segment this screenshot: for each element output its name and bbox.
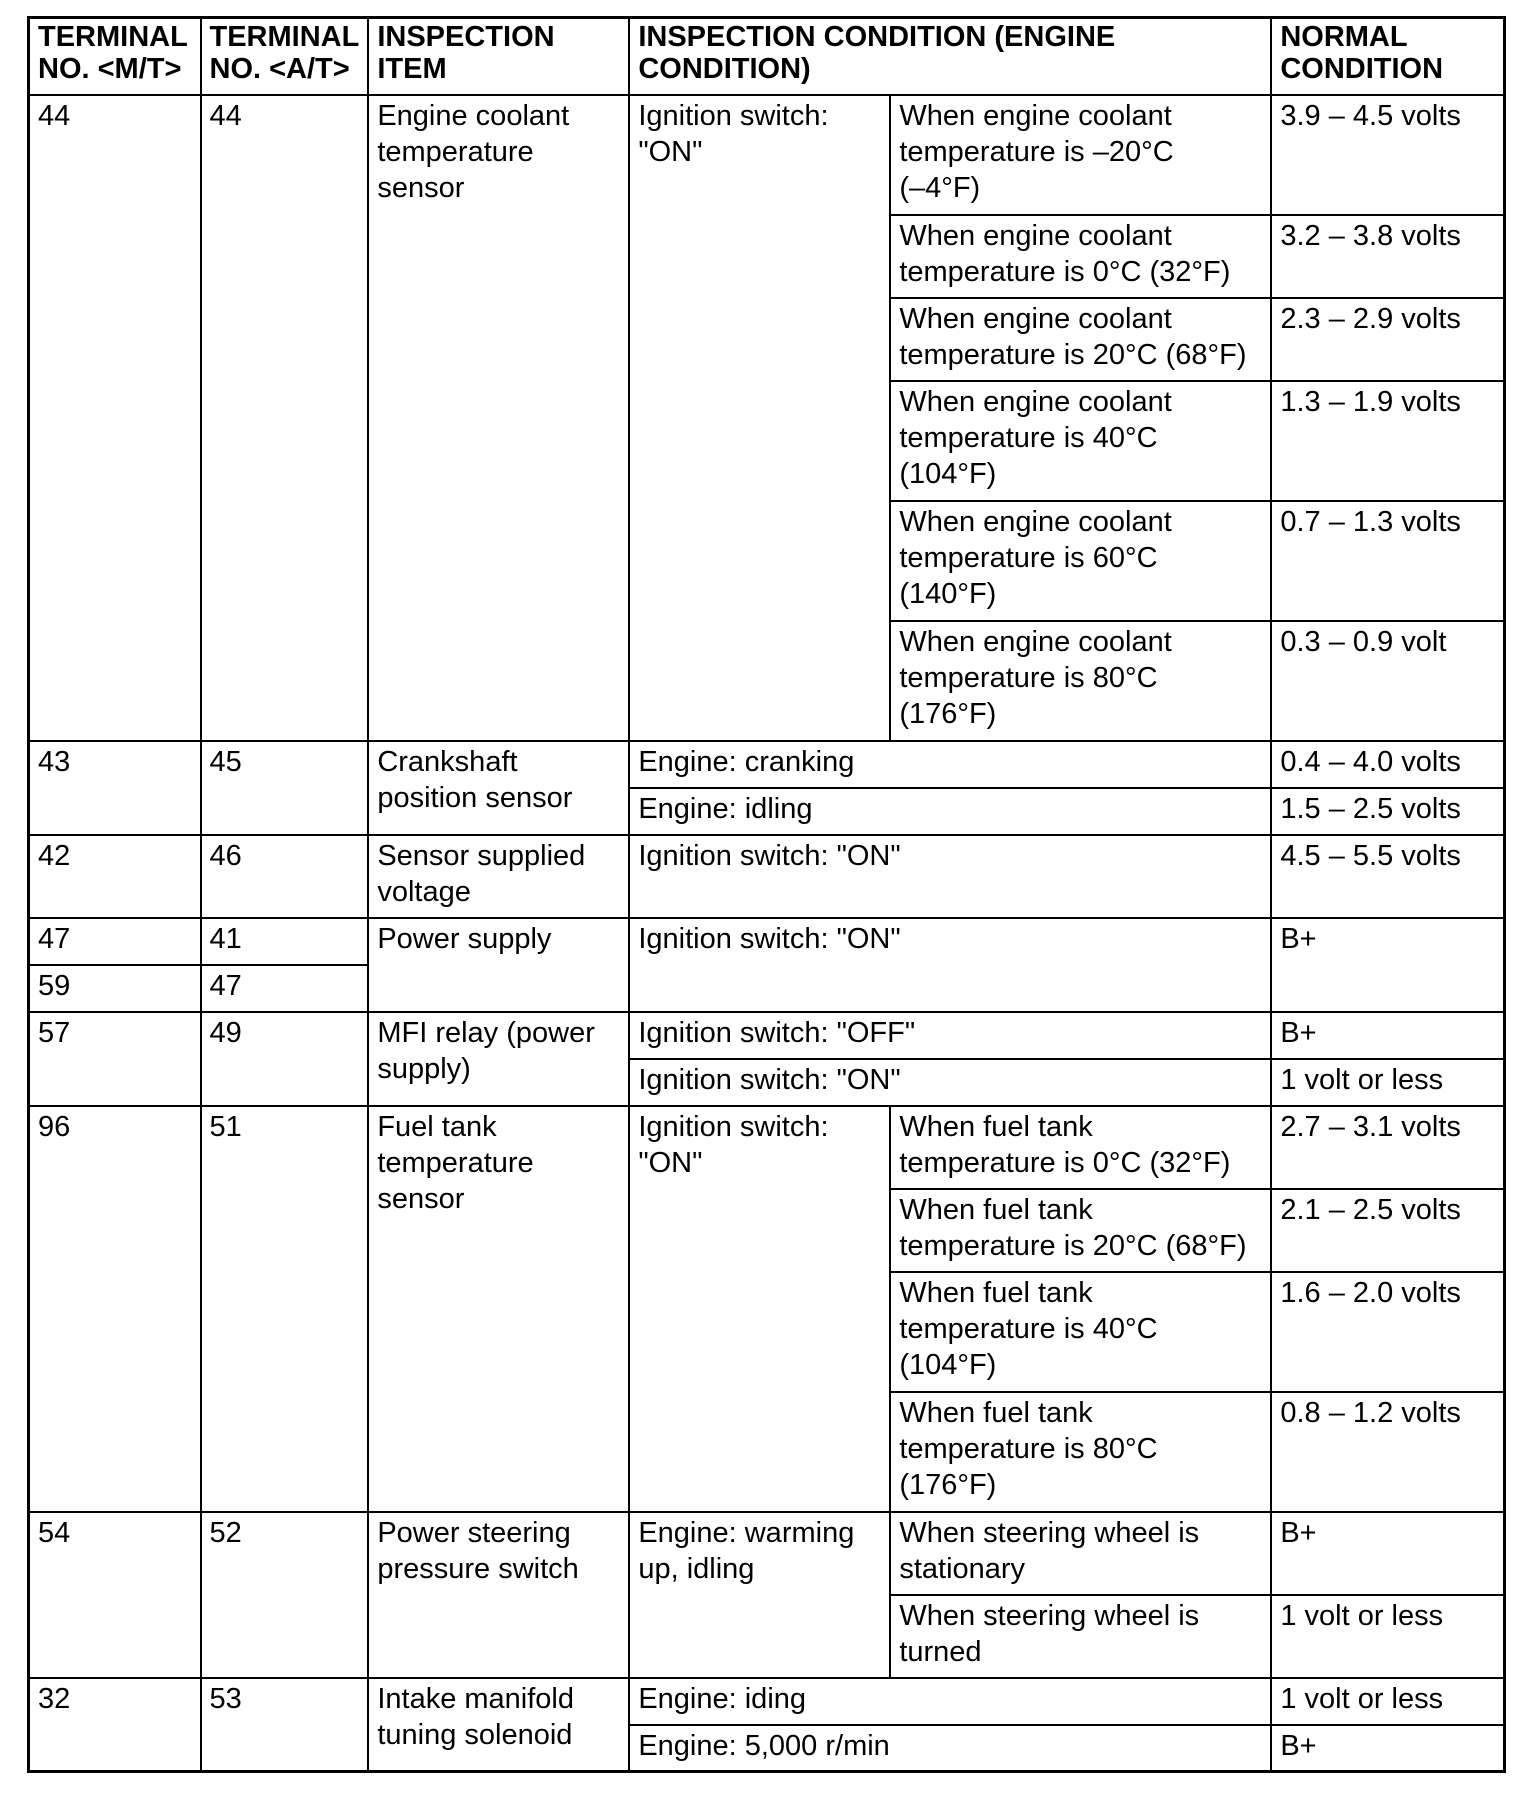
condition-cell: Ignition switch: "ON" xyxy=(629,918,1271,1012)
header-row xyxy=(29,18,1505,95)
condition-cell: Ignition switch: "ON" xyxy=(629,1059,1271,1106)
terminal-at-cell: 49 xyxy=(201,1012,369,1106)
terminal-mt-cell: 42 xyxy=(29,835,201,918)
terminal-at-cell: 51 xyxy=(201,1106,369,1512)
table-row xyxy=(29,1012,1505,1059)
inspection-item-cell: MFI relay (power supply) xyxy=(368,1012,629,1106)
header-terminal-at: TERMINAL NO. <A/T> xyxy=(201,18,369,95)
condition-cell: When engine coolant temperature is 80°C (176°F) xyxy=(890,621,1271,741)
condition-cell: When steering wheel is stationary xyxy=(890,1512,1271,1595)
normal-condition-cell: 3.9 – 4.5 volts xyxy=(1271,95,1504,215)
normal-condition-cell: 1.3 – 1.9 volts xyxy=(1271,381,1504,501)
terminal-at-cell: 46 xyxy=(201,835,369,918)
normal-condition-cell: B+ xyxy=(1271,1725,1504,1772)
normal-condition-cell: B+ xyxy=(1271,1012,1504,1059)
table-row xyxy=(29,835,1505,918)
normal-condition-cell: 2.7 – 3.1 volts xyxy=(1271,1106,1504,1189)
table-row xyxy=(29,1106,1505,1189)
table-row xyxy=(29,741,1505,788)
normal-condition-cell: B+ xyxy=(1271,918,1504,1012)
terminal-mt-cell: 43 xyxy=(29,741,201,835)
inspection-item-cell: Power supply xyxy=(368,918,629,1012)
header-inspection-condition: INSPECTION CONDITION (ENGINE CONDITION) xyxy=(629,18,1271,95)
inspection-table xyxy=(27,16,1506,1773)
condition-cell: Engine: idling xyxy=(629,788,1271,835)
normal-condition-cell: 3.2 – 3.8 volts xyxy=(1271,215,1504,298)
condition-cell: When fuel tank temperature is 0°C (32°F) xyxy=(890,1106,1271,1189)
engine-state-cell: Ignition switch: "ON" xyxy=(629,95,890,741)
inspection-item-cell: Crankshaft position sensor xyxy=(368,741,629,835)
condition-cell: When engine coolant temperature is 40°C (104°F) xyxy=(890,381,1271,501)
terminal-mt-cell: 96 xyxy=(29,1106,201,1512)
header-inspection-item: INSPECTION ITEM xyxy=(368,18,629,95)
normal-condition-cell: 0.8 – 1.2 volts xyxy=(1271,1392,1504,1512)
condition-cell: When engine coolant temperature is –20°C (–4°F) xyxy=(890,95,1271,215)
condition-cell: When engine coolant temperature is 20°C (68°F) xyxy=(890,298,1271,381)
terminal-mt-cell: 54 xyxy=(29,1512,201,1678)
condition-cell: When fuel tank temperature is 80°C (176°F) xyxy=(890,1392,1271,1512)
table-row xyxy=(29,918,1505,965)
inspection-item-cell: Fuel tank temperature sensor xyxy=(368,1106,629,1512)
condition-cell: When engine coolant temperature is 0°C (32°F) xyxy=(890,215,1271,298)
header-normal-condition: NORMAL CONDITION xyxy=(1271,18,1504,95)
normal-condition-cell: 1 volt or less xyxy=(1271,1678,1504,1725)
header-terminal-mt: TERMINAL NO. <M/T> xyxy=(29,18,201,95)
normal-condition-cell: 4.5 – 5.5 volts xyxy=(1271,835,1504,918)
table-row xyxy=(29,95,1505,215)
terminal-mt-cell: 44 xyxy=(29,95,201,741)
condition-cell: Engine: 5,000 r/min xyxy=(629,1725,1271,1772)
condition-cell: Ignition switch: "ON" xyxy=(629,835,1271,918)
inspection-item-cell: Intake manifold tuning solenoid xyxy=(368,1678,629,1772)
table-row xyxy=(29,1678,1505,1725)
condition-cell: When engine coolant temperature is 60°C (140°F) xyxy=(890,501,1271,621)
normal-condition-cell: 0.7 – 1.3 volts xyxy=(1271,501,1504,621)
normal-condition-cell: 0.4 – 4.0 volts xyxy=(1271,741,1504,788)
normal-condition-cell: 1.6 – 2.0 volts xyxy=(1271,1272,1504,1392)
engine-state-cell: Engine: warming up, idling xyxy=(629,1512,890,1678)
engine-state-cell: Ignition switch: "ON" xyxy=(629,1106,890,1512)
terminal-at-cell: 44 xyxy=(201,95,369,741)
normal-condition-cell: 1 volt or less xyxy=(1271,1595,1504,1678)
terminal-at-cell: 47 xyxy=(201,965,369,1012)
condition-cell: Engine: iding xyxy=(629,1678,1271,1725)
inspection-item-cell: Sensor supplied voltage xyxy=(368,835,629,918)
condition-cell: When fuel tank temperature is 40°C (104°F) xyxy=(890,1272,1271,1392)
condition-cell: When fuel tank temperature is 20°C (68°F) xyxy=(890,1189,1271,1272)
normal-condition-cell: B+ xyxy=(1271,1512,1504,1595)
terminal-at-cell: 45 xyxy=(201,741,369,835)
normal-condition-cell: 2.1 – 2.5 volts xyxy=(1271,1189,1504,1272)
terminal-mt-cell: 32 xyxy=(29,1678,201,1772)
terminal-mt-cell: 47 xyxy=(29,918,201,965)
condition-cell: Ignition switch: "OFF" xyxy=(629,1012,1271,1059)
terminal-mt-cell: 57 xyxy=(29,1012,201,1106)
terminal-at-cell: 41 xyxy=(201,918,369,965)
condition-cell: Engine: cranking xyxy=(629,741,1271,788)
inspection-item-cell: Power steering pressure switch xyxy=(368,1512,629,1678)
terminal-at-cell: 52 xyxy=(201,1512,369,1678)
condition-cell: When steering wheel is turned xyxy=(890,1595,1271,1678)
table-row xyxy=(29,1512,1505,1595)
terminal-at-cell: 53 xyxy=(201,1678,369,1772)
normal-condition-cell: 0.3 – 0.9 volt xyxy=(1271,621,1504,741)
inspection-item-cell: Engine coolant temperature sensor xyxy=(368,95,629,741)
normal-condition-cell: 1.5 – 2.5 volts xyxy=(1271,788,1504,835)
normal-condition-cell: 1 volt or less xyxy=(1271,1059,1504,1106)
terminal-mt-cell: 59 xyxy=(29,965,201,1012)
normal-condition-cell: 2.3 – 2.9 volts xyxy=(1271,298,1504,381)
